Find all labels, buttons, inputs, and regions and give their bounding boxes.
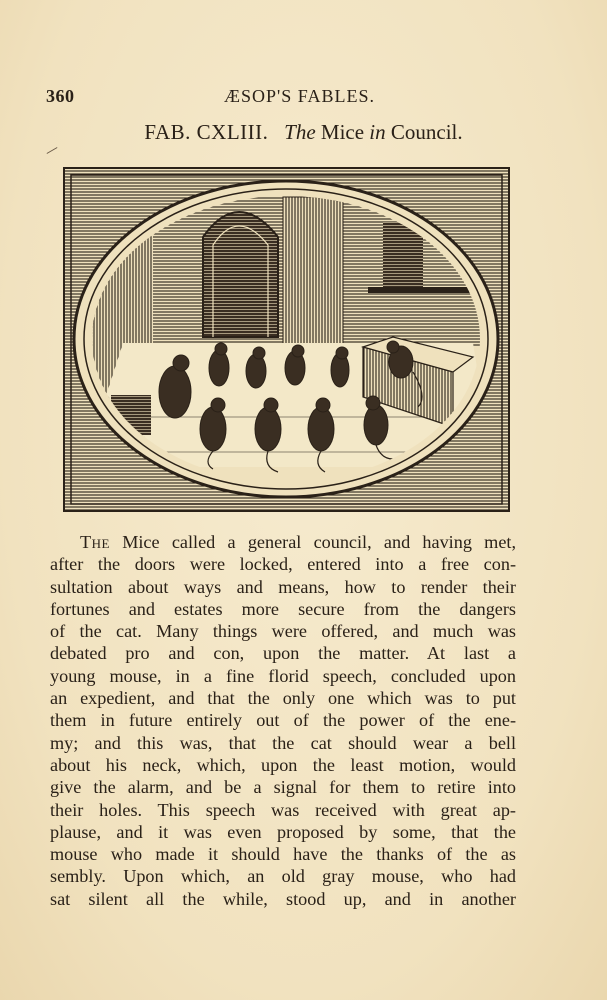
text-line-17: sat silent all the while, stood up, and in another xyxy=(50,888,516,909)
text-line-11: about his neck, which, upon the least motion, would xyxy=(50,754,516,775)
text-line-1: The Mice called a general council, and having met, xyxy=(80,532,516,552)
text-line-3: sultation about ways and means, how to render their xyxy=(50,576,516,597)
woodcut-illustration xyxy=(63,167,510,512)
text-line-7: young mouse, in a fine florid speech, concluded upon xyxy=(50,665,516,686)
text-line-2: after the doors were locked, entered into a free con- xyxy=(50,554,516,575)
text-line-12: give the alarm, and be a signal for them to retire into xyxy=(50,777,516,798)
text-line-13: their holes. This speech was received with great ap- xyxy=(50,799,516,820)
margin-mark xyxy=(47,147,58,154)
page-number: 360 xyxy=(46,86,75,106)
fable-title-in: in xyxy=(369,120,386,144)
text-line-14: plause, and it was even proposed by some, that the xyxy=(50,821,516,842)
text-line-4: fortunes and estates more secure from the dangers xyxy=(50,598,516,619)
fable-title-the: The xyxy=(284,120,316,144)
fable-title-mice: Mice xyxy=(320,120,365,144)
fable-text xyxy=(50,531,516,910)
text-line-5: of the cat. Many things were offered, and much was xyxy=(50,621,516,642)
fable-number: FAB. CXLIII. xyxy=(144,120,269,144)
mice-in-council-woodcut-image xyxy=(63,167,510,512)
text-line-10: my; and this was, that the cat should wear a bell xyxy=(50,732,516,753)
fable-heading xyxy=(0,120,607,145)
text-line-9: them in future entirely out of the power of the ene- xyxy=(50,710,516,731)
text-line-15: mouse who made it should have the thanks of the as xyxy=(50,844,516,865)
text-line-8: an expedient, and that the only one which was to put xyxy=(50,688,516,709)
running-head xyxy=(46,86,516,107)
text-line-6: debated pro and con, upon the matter. At last a xyxy=(50,643,516,664)
book-title: ÆSOP'S FABLES. xyxy=(224,86,375,106)
text-line-16: sembly. Upon which, an old gray mouse, who had xyxy=(50,866,516,887)
drop-word: The xyxy=(80,532,110,552)
fable-title-council: Council. xyxy=(390,120,463,144)
